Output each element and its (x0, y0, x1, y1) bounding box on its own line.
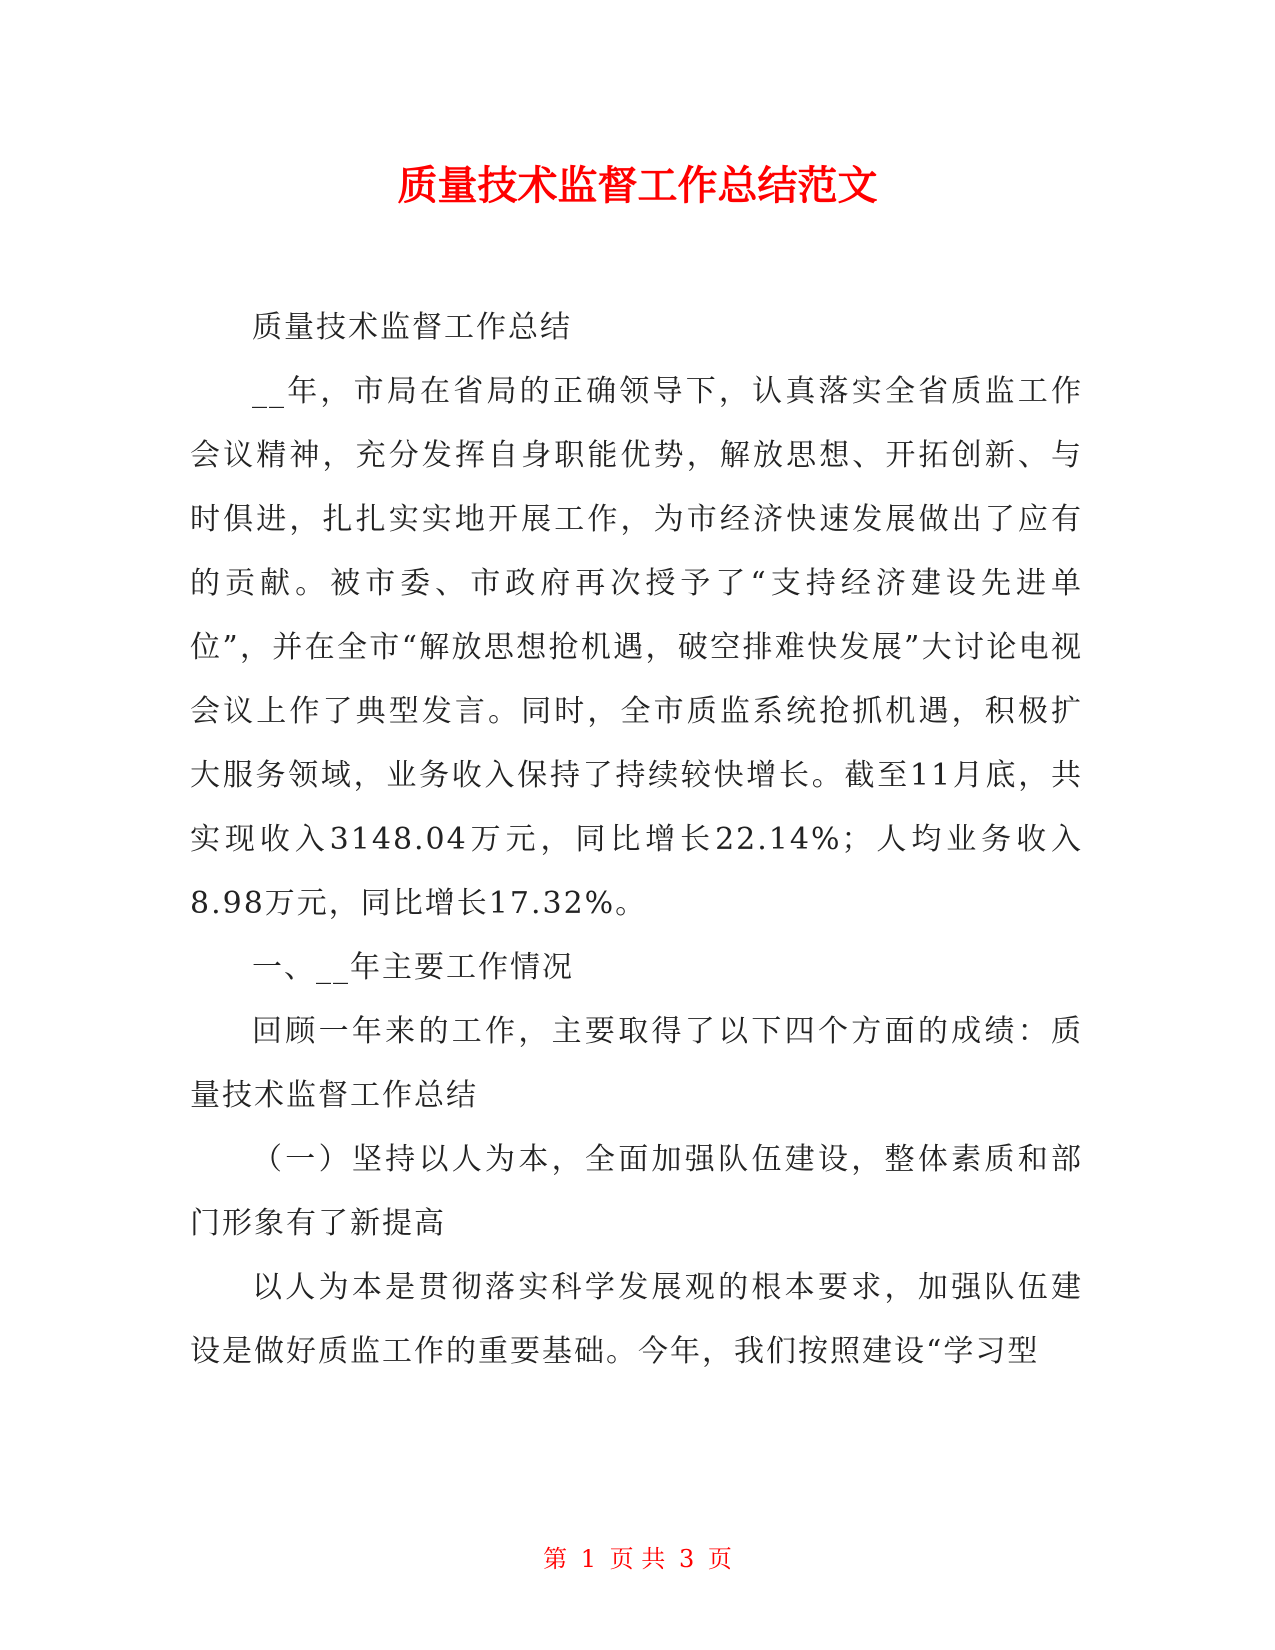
footer-total-pages: 3 (678, 1545, 695, 1573)
paragraph-subtitle: 质量技术监督工作总结 (252, 310, 572, 345)
document-body (190, 296, 1083, 1384)
section-heading: 一、__年主要工作情况 (252, 950, 574, 985)
footer-prefix: 第 (543, 1545, 568, 1573)
document-title: 质量技术监督工作总结范文 (397, 163, 878, 209)
paragraph-intro: __年，市局在省局的正确领导下，认真落实全省质监工作会议精神，充分发挥自身职能优势，解放思想、开拓创新、与时俱进，扎扎实实地开展工作，为市经济快速发展做出了应有的贡献。被市委、市政府再次授予了“支持经济建设先进单位”，并在全市“解放思想抢机遇，破空排难快发展”大讨论电视会议上作了典型发言。同时，全市质监系统抢抓机遇，积极扩大服务领域，业务收入保持了持续较快增长。截至11月底，共实现收入3148.04万元，同比增长22.14%；人均业务收入8.98万元，同比增长17.32%。 (190, 374, 1083, 921)
paragraph-body: 以人为本是贯彻落实科学发展观的根本要求，加强队伍建设是做好质监工作的重要基础。今年，我们按照建设“学习型 (190, 1270, 1083, 1369)
paragraph-review: 回顾一年来的工作，主要取得了以下四个方面的成绩：质量技术监督工作总结 (190, 1014, 1083, 1113)
page-footer (0, 1544, 1275, 1574)
footer-suffix: 页 (707, 1545, 732, 1573)
subsection-heading: （一）坚持以人为本，全面加强队伍建设，整体素质和部门形象有了新提高 (190, 1142, 1083, 1241)
footer-middle: 页 共 (609, 1545, 666, 1573)
footer-page-number: 1 (580, 1545, 597, 1573)
